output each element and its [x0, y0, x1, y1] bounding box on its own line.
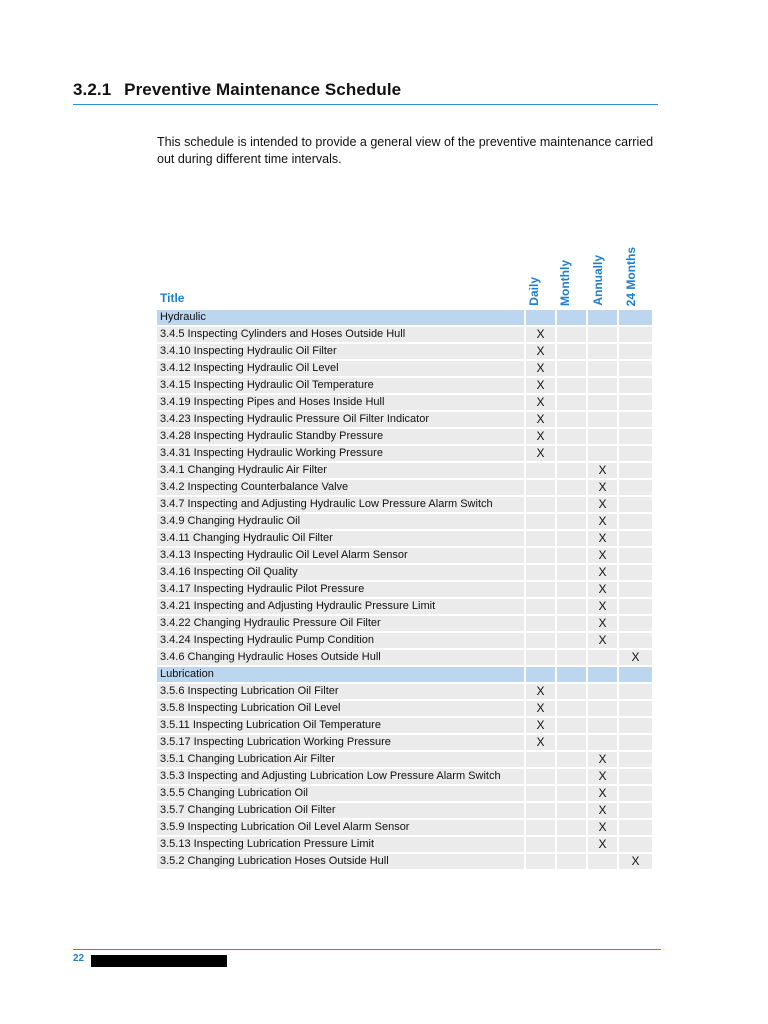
interval-mark-cell: X [526, 344, 555, 359]
interval-mark-cell [557, 837, 586, 852]
interval-mark-cell: X [588, 531, 617, 546]
interval-mark-cell: X [588, 803, 617, 818]
interval-mark-cell [619, 412, 652, 427]
interval-mark-cell [619, 310, 652, 325]
interval-mark-cell [619, 599, 652, 614]
task-title: 3.4.10 Inspecting Hydraulic Oil Filter [157, 344, 524, 359]
interval-mark-cell [619, 769, 652, 784]
interval-mark-cell: X [588, 514, 617, 529]
interval-mark-cell [619, 616, 652, 631]
interval-mark-cell [526, 531, 555, 546]
task-title: 3.4.24 Inspecting Hydraulic Pump Condition [157, 633, 524, 648]
interval-mark-cell [619, 395, 652, 410]
interval-mark-cell: X [588, 786, 617, 801]
section-label: Hydraulic [157, 310, 524, 325]
interval-mark-cell [557, 854, 586, 869]
interval-mark-cell [526, 667, 555, 682]
interval-mark-cell [526, 565, 555, 580]
interval-mark-cell: X [588, 752, 617, 767]
table-row [157, 480, 659, 497]
task-title: 3.5.13 Inspecting Lubrication Pressure Limit [157, 837, 524, 852]
interval-mark-cell [557, 412, 586, 427]
table-row [157, 854, 659, 871]
interval-mark-cell [526, 786, 555, 801]
interval-mark-cell: X [526, 429, 555, 444]
task-title: 3.5.9 Inspecting Lubrication Oil Level Alarm Sensor [157, 820, 524, 835]
interval-mark-cell [619, 497, 652, 512]
interval-mark-cell [619, 514, 652, 529]
interval-mark-cell [619, 633, 652, 648]
interval-mark-cell [619, 582, 652, 597]
interval-mark-cell [557, 429, 586, 444]
interval-mark-cell: X [588, 633, 617, 648]
daily-column-header: Daily [527, 277, 541, 306]
task-title: 3.5.2 Changing Lubrication Hoses Outside Hull [157, 854, 524, 869]
table-row [157, 820, 659, 837]
table-row [157, 650, 659, 667]
table-row [157, 463, 659, 480]
interval-mark-cell: X [526, 378, 555, 393]
task-title: 3.4.19 Inspecting Pipes and Hoses Inside Hull [157, 395, 524, 410]
interval-mark-cell [526, 310, 555, 325]
task-title: 3.5.1 Changing Lubrication Air Filter [157, 752, 524, 767]
task-title: 3.4.13 Inspecting Hydraulic Oil Level Alarm Sensor [157, 548, 524, 563]
task-title: 3.5.5 Changing Lubrication Oil [157, 786, 524, 801]
table-row [157, 395, 659, 412]
table-row [157, 378, 659, 395]
interval-mark-cell [619, 752, 652, 767]
table-row [157, 616, 659, 633]
interval-mark-cell [557, 718, 586, 733]
interval-mark-cell [526, 599, 555, 614]
interval-mark-cell: X [526, 701, 555, 716]
interval-mark-cell: X [526, 735, 555, 750]
interval-mark-cell [588, 327, 617, 342]
monthly-column-header: Monthly [558, 260, 572, 306]
task-title: 3.4.12 Inspecting Hydraulic Oil Level [157, 361, 524, 376]
interval-mark-cell [619, 344, 652, 359]
table-row [157, 531, 659, 548]
table-row [157, 361, 659, 378]
interval-mark-cell [557, 820, 586, 835]
interval-mark-cell: X [588, 837, 617, 852]
interval-mark-cell: X [588, 599, 617, 614]
page-number: 22 [73, 953, 85, 964]
interval-mark-cell [526, 803, 555, 818]
interval-mark-cell [557, 463, 586, 478]
interval-mark-cell [619, 803, 652, 818]
interval-mark-cell [588, 667, 617, 682]
table-row [157, 344, 659, 361]
annually-column-header: Annually [591, 255, 605, 306]
table-row [157, 718, 659, 735]
interval-mark-cell [588, 718, 617, 733]
task-title: 3.4.1 Changing Hydraulic Air Filter [157, 463, 524, 478]
interval-mark-cell: X [526, 395, 555, 410]
interval-mark-cell [588, 701, 617, 716]
table-row [157, 735, 659, 752]
interval-mark-cell [557, 565, 586, 580]
interval-mark-cell [619, 718, 652, 733]
interval-mark-cell [557, 531, 586, 546]
interval-mark-cell: X [588, 820, 617, 835]
interval-mark-cell [526, 463, 555, 478]
interval-mark-cell [588, 412, 617, 427]
interval-mark-cell: X [526, 684, 555, 699]
table-row [157, 633, 659, 650]
interval-mark-cell [557, 514, 586, 529]
task-title: 3.4.2 Inspecting Counterbalance Valve [157, 480, 524, 495]
interval-mark-cell [588, 650, 617, 665]
redaction-bar [91, 955, 227, 967]
interval-mark-cell [619, 531, 652, 546]
task-title: 3.5.6 Inspecting Lubrication Oil Filter [157, 684, 524, 699]
interval-mark-cell [588, 446, 617, 461]
interval-mark-cell [619, 701, 652, 716]
interval-mark-cell [557, 752, 586, 767]
section-number: 3.2.1 [73, 80, 112, 99]
interval-mark-cell: X [588, 582, 617, 597]
table-row [157, 497, 659, 514]
interval-mark-cell: X [526, 361, 555, 376]
task-title: 3.4.22 Changing Hydraulic Pressure Oil Filter [157, 616, 524, 631]
task-title: 3.5.8 Inspecting Lubrication Oil Level [157, 701, 524, 716]
task-title: 3.4.7 Inspecting and Adjusting Hydraulic Low Pressure Alarm Switch [157, 497, 524, 512]
interval-mark-cell [588, 429, 617, 444]
interval-mark-cell [619, 378, 652, 393]
task-title: 3.4.31 Inspecting Hydraulic Working Pressure [157, 446, 524, 461]
task-title: 3.4.11 Changing Hydraulic Oil Filter [157, 531, 524, 546]
interval-mark-cell: X [588, 463, 617, 478]
heading-divider [73, 104, 658, 105]
interval-mark-cell: X [526, 327, 555, 342]
interval-mark-cell [526, 582, 555, 597]
interval-mark-cell [526, 769, 555, 784]
table-row [157, 701, 659, 718]
interval-mark-cell [557, 684, 586, 699]
task-title: 3.4.28 Inspecting Hydraulic Standby Pressure [157, 429, 524, 444]
interval-mark-cell [619, 446, 652, 461]
section-title: Preventive Maintenance Schedule [124, 80, 402, 99]
interval-mark-cell [526, 616, 555, 631]
interval-mark-cell [557, 327, 586, 342]
interval-mark-cell [619, 565, 652, 580]
table-row [157, 446, 659, 463]
task-title: 3.4.23 Inspecting Hydraulic Pressure Oil Filter Indicator [157, 412, 524, 427]
task-title: 3.4.6 Changing Hydraulic Hoses Outside Hull [157, 650, 524, 665]
interval-mark-cell [588, 735, 617, 750]
interval-mark-cell: X [588, 769, 617, 784]
table-row [157, 548, 659, 565]
table-row [157, 769, 659, 786]
interval-mark-cell [557, 735, 586, 750]
table-row [157, 412, 659, 429]
task-title: 3.4.21 Inspecting and Adjusting Hydraulic Pressure Limit [157, 599, 524, 614]
interval-mark-cell [588, 361, 617, 376]
intro-paragraph: This schedule is intended to provide a general view of the preventive maintenance carried out during different time intervals. [157, 135, 654, 166]
task-title: 3.4.15 Inspecting Hydraulic Oil Temperature [157, 378, 524, 393]
table-row [157, 803, 659, 820]
interval-mark-cell [526, 854, 555, 869]
interval-mark-cell: X [588, 565, 617, 580]
interval-mark-cell [526, 752, 555, 767]
interval-mark-cell [557, 701, 586, 716]
interval-mark-cell: X [526, 718, 555, 733]
task-title: 3.4.9 Changing Hydraulic Oil [157, 514, 524, 529]
interval-mark-cell [557, 378, 586, 393]
table-row [157, 429, 659, 446]
interval-mark-cell [588, 310, 617, 325]
24-months-column-header: 24 Months [624, 246, 638, 306]
footer-divider [73, 949, 661, 950]
table-row [157, 599, 659, 616]
section-heading [73, 80, 401, 100]
table-row [157, 752, 659, 769]
interval-mark-cell [619, 463, 652, 478]
task-title: 3.5.7 Changing Lubrication Oil Filter [157, 803, 524, 818]
interval-mark-cell [557, 344, 586, 359]
interval-mark-cell [557, 548, 586, 563]
interval-mark-cell [526, 480, 555, 495]
interval-mark-cell [619, 684, 652, 699]
section-row [157, 667, 659, 684]
task-title: 3.5.17 Inspecting Lubrication Working Pressure [157, 735, 524, 750]
table-row [157, 837, 659, 854]
interval-mark-cell: X [619, 854, 652, 869]
interval-mark-cell [526, 650, 555, 665]
interval-mark-cell [588, 378, 617, 393]
interval-mark-cell [588, 395, 617, 410]
interval-mark-cell [557, 446, 586, 461]
table-row [157, 327, 659, 344]
interval-mark-cell [557, 650, 586, 665]
interval-mark-cell [557, 480, 586, 495]
interval-mark-cell [619, 480, 652, 495]
interval-mark-cell [619, 820, 652, 835]
section-row [157, 310, 659, 327]
table-row [157, 582, 659, 599]
interval-mark-cell: X [588, 497, 617, 512]
interval-mark-cell: X [526, 446, 555, 461]
task-title: 3.4.16 Inspecting Oil Quality [157, 565, 524, 580]
interval-mark-cell: X [588, 548, 617, 563]
interval-mark-cell [557, 395, 586, 410]
interval-mark-cell [588, 854, 617, 869]
interval-mark-cell [557, 633, 586, 648]
interval-mark-cell [619, 837, 652, 852]
interval-mark-cell [619, 429, 652, 444]
interval-mark-cell [619, 327, 652, 342]
interval-mark-cell [557, 497, 586, 512]
interval-mark-cell [588, 344, 617, 359]
interval-mark-cell [557, 599, 586, 614]
interval-mark-cell [557, 667, 586, 682]
interval-mark-cell [526, 514, 555, 529]
section-label: Lubrication [157, 667, 524, 682]
interval-mark-cell [557, 616, 586, 631]
task-title: 3.5.11 Inspecting Lubrication Oil Temperature [157, 718, 524, 733]
interval-mark-cell: X [526, 412, 555, 427]
interval-mark-cell [619, 548, 652, 563]
interval-mark-cell: X [588, 480, 617, 495]
maintenance-schedule-table [157, 310, 659, 871]
interval-mark-cell: X [588, 616, 617, 631]
interval-mark-cell [557, 769, 586, 784]
interval-mark-cell [619, 361, 652, 376]
table-row [157, 786, 659, 803]
interval-mark-cell: X [619, 650, 652, 665]
interval-mark-cell [557, 803, 586, 818]
interval-mark-cell [588, 684, 617, 699]
table-row [157, 684, 659, 701]
interval-mark-cell [526, 820, 555, 835]
interval-mark-cell [526, 497, 555, 512]
task-title: 3.4.17 Inspecting Hydraulic Pilot Pressure [157, 582, 524, 597]
interval-mark-cell [557, 310, 586, 325]
interval-mark-cell [526, 633, 555, 648]
task-title: 3.4.5 Inspecting Cylinders and Hoses Outside Hull [157, 327, 524, 342]
task-title: 3.5.3 Inspecting and Adjusting Lubrication Low Pressure Alarm Switch [157, 769, 524, 784]
table-row [157, 514, 659, 531]
interval-mark-cell [619, 667, 652, 682]
table-row [157, 565, 659, 582]
interval-mark-cell [526, 548, 555, 563]
interval-mark-cell [619, 786, 652, 801]
interval-mark-cell [557, 786, 586, 801]
title-column-header: Title [160, 291, 185, 305]
interval-mark-cell [619, 735, 652, 750]
interval-mark-cell [557, 582, 586, 597]
interval-mark-cell [557, 361, 586, 376]
interval-mark-cell [526, 837, 555, 852]
